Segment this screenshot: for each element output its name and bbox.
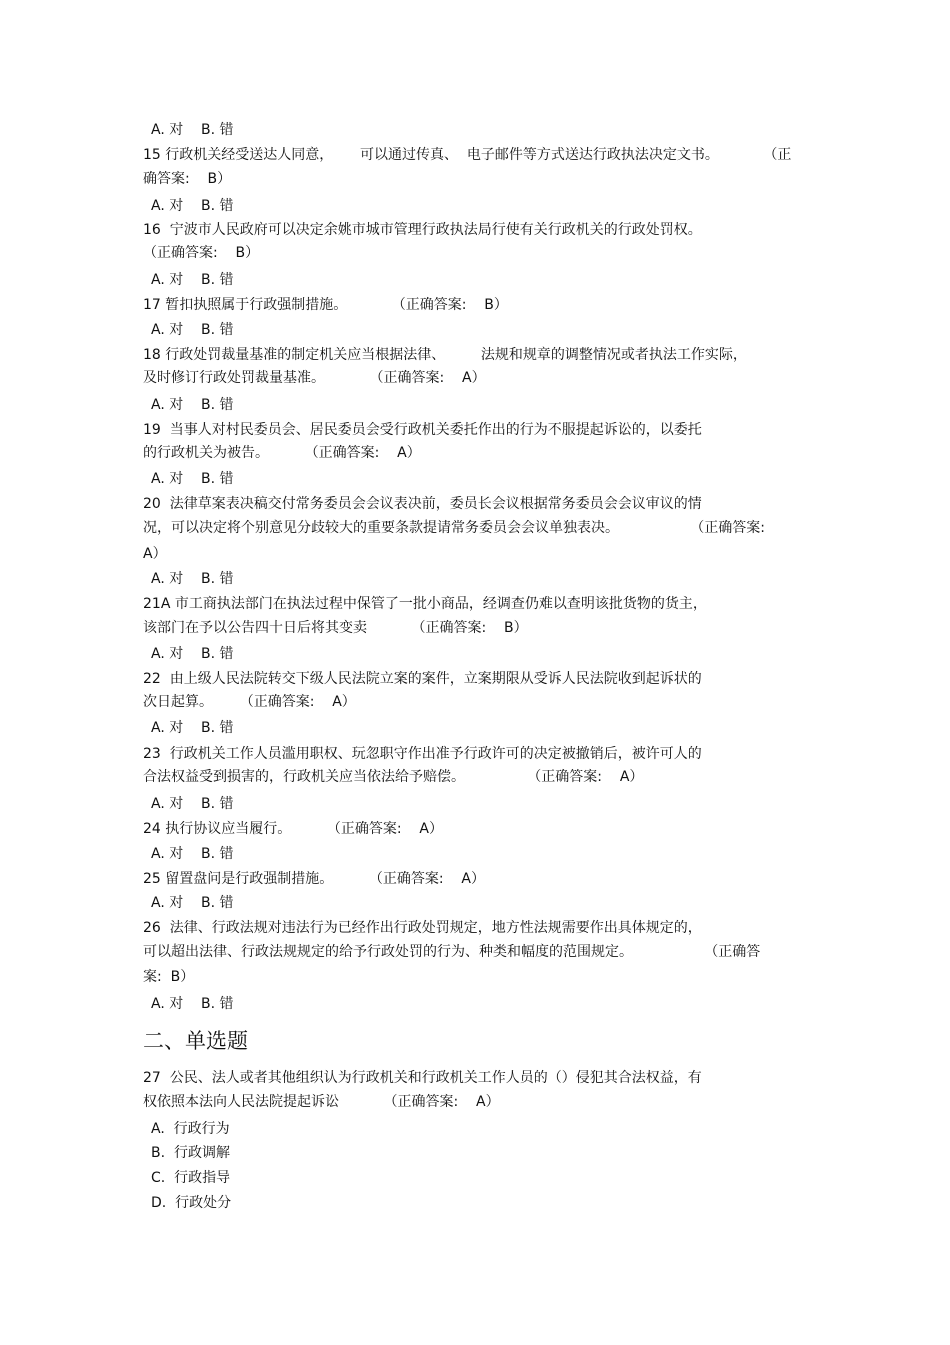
question-25-options: A. 对 B. 错 (151, 895, 234, 911)
question-27-option-c: C. 行政指导 (151, 1170, 231, 1186)
question-16-line-1: 16 宁波市人民政府可以决定余姚市城市管理行政执法局行使有关行政机关的行政处罚权。 (143, 222, 702, 238)
question-26-line-3: 案: B） (143, 969, 195, 985)
question-27-option-d: D. 行政处分 (151, 1195, 232, 1211)
question-20-line-1: 20 法律草案表决稿交付常务委员会会议表决前，委员长会议根据常务委员会会议审议的情 (143, 496, 702, 512)
question-21-options: A. 对 B. 错 (151, 646, 234, 662)
question-15-line-2: 确答案: B） (143, 171, 232, 187)
question-23-options: A. 对 B. 错 (151, 796, 234, 812)
question-16-line-2: （正确答案: B） (143, 245, 260, 261)
question-26-options: A. 对 B. 错 (151, 996, 234, 1012)
question-20-line-3: A） (143, 546, 167, 562)
question-17-line-1: 17 暂扣执照属于行政强制措施。 （正确答案: B） (143, 297, 508, 313)
question-26-line-2: 可以超出法律、行政法规规定的给予行政处罚的行为、种类和幅度的范围规定。 （正确答 (143, 944, 761, 960)
question-27-option-a: A. 行政行为 (151, 1121, 230, 1137)
question-22-line-1: 22 由上级人民法院转交下级人民法院立案的案件，立案期限从受诉人民法院收到起诉状的 (143, 671, 702, 687)
question-16-options: A. 对 B. 错 (151, 272, 234, 288)
question-17-options: A. 对 B. 错 (151, 322, 234, 338)
question-22-options: A. 对 B. 错 (151, 720, 234, 736)
question-26-line-1: 26 法律、行政法规对违法行为已经作出行政处罚规定，地方性法规需要作出具体规定的， (143, 920, 702, 936)
question-19-line-2: 的行政机关为被告。 （正确答案: A） (143, 445, 421, 461)
option-line: A. 对 B. 错 (151, 122, 234, 138)
question-15-options: A. 对 B. 错 (151, 198, 234, 214)
question-23-line-1: 23 行政机关工作人员滥用职权、玩忽职守作出准予行政许可的决定被撤销后，被许可人的 (143, 746, 702, 762)
question-25-line-1: 25 留置盘问是行政强制措施。 （正确答案: A） (143, 871, 485, 887)
question-20-options: A. 对 B. 错 (151, 571, 234, 587)
question-22-line-2: 次日起算。 （正确答案: A） (143, 694, 356, 710)
question-18-options: A. 对 B. 错 (151, 397, 234, 413)
question-27-line-2: 权依照本法向人民法院提起诉讼 （正确答案: A） (143, 1094, 500, 1110)
question-18-line-1: 18 行政处罚裁量基准的制定机关应当根据法律、 法规和规章的调整情况或者执法工作实际， (143, 347, 747, 363)
question-24-options: A. 对 B. 错 (151, 846, 234, 862)
section-heading: 二、单选题 (143, 1029, 248, 1053)
question-20-line-2: 况，可以决定将个别意见分歧较大的重要条款提请常务委员会会议单独表决。 （正确答案: (143, 520, 765, 536)
question-18-line-2: 及时修订行政处罚裁量基准。 （正确答案: A） (143, 370, 486, 386)
question-19-line-1: 19 当事人对村民委员会、居民委员会受行政机关委托作出的行为不服提起诉讼的，以委托 (143, 422, 702, 438)
question-15-line-1: 15 行政机关经受送达人同意， 可以通过传真、 电子邮件等方式送达行政执法决定文书。 （正 (143, 147, 792, 163)
question-19-options: A. 对 B. 错 (151, 471, 234, 487)
question-21-line-2: 该部门在予以公告四十日后将其变卖 （正确答案: B） (143, 620, 528, 636)
question-23-line-2: 合法权益受到损害的，行政机关应当依法给予赔偿。 （正确答案: A） (143, 769, 644, 785)
question-21-line-1: 21A 市工商执法部门在执法过程中保管了一批小商品，经调查仍难以查明该批货物的货主， (143, 596, 707, 612)
question-27-line-1: 27 公民、法人或者其他组织认为行政机关和行政机关工作人员的（）侵犯其合法权益，有 (143, 1070, 702, 1086)
question-24-line-1: 24 执行协议应当履行。 （正确答案: A） (143, 821, 443, 837)
question-27-option-b: B. 行政调解 (151, 1145, 230, 1161)
